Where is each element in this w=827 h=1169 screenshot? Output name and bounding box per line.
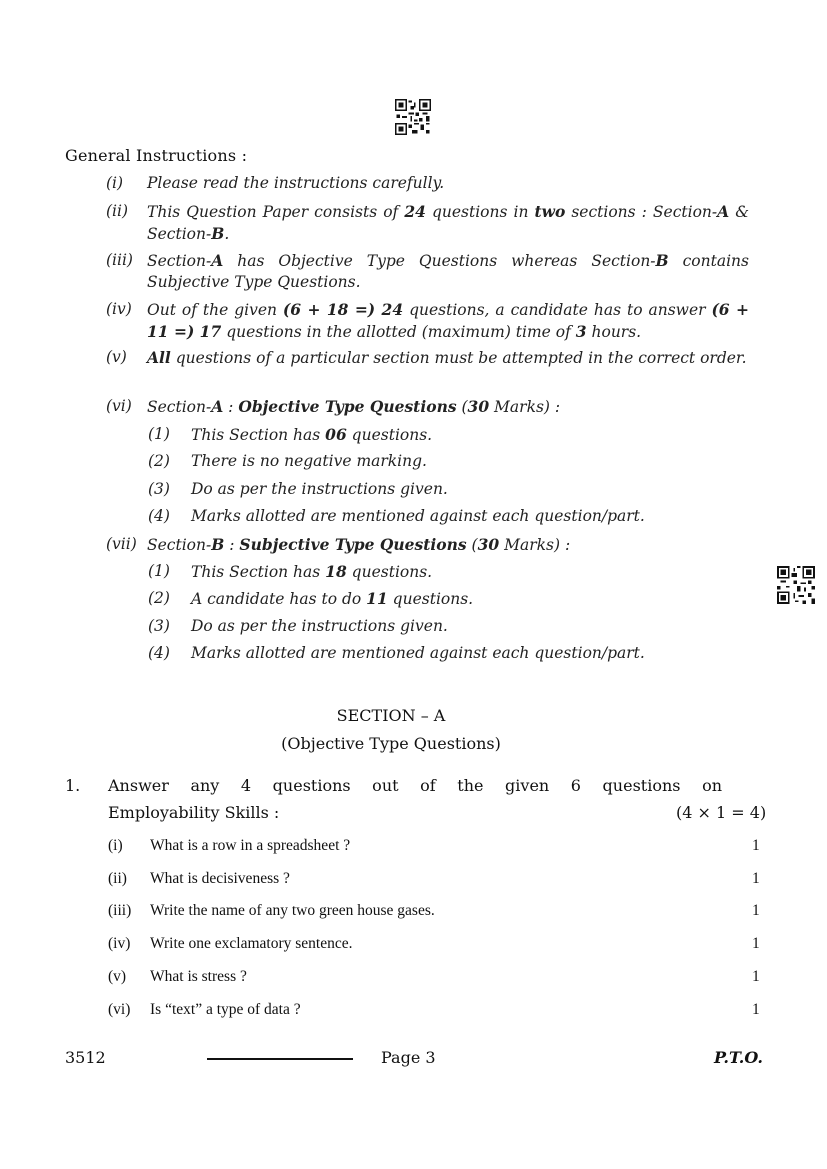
sub-instruction-item <box>0 616 827 637</box>
general-instructions-heading: General Instructions : <box>65 146 248 165</box>
instruction-number: (ii) <box>106 202 129 220</box>
instruction-text: Please read the instructions carefully. <box>147 174 445 192</box>
section-title: SECTION – A <box>336 706 446 725</box>
part-text: What is decisiveness ? <box>150 870 290 887</box>
part-number: (v) <box>108 968 127 985</box>
part-text: What is a row in a spreadsheet ? <box>150 837 351 854</box>
sub-instruction-text: This Section has 18 questions. <box>191 562 433 581</box>
instruction-item <box>0 299 827 341</box>
instruction-number: (iv) <box>106 300 132 318</box>
sub-instruction-item <box>0 479 827 500</box>
part-text: What is stress ? <box>150 968 247 985</box>
sub-instruction-number: (4) <box>148 644 170 662</box>
sub-instruction-number: (1) <box>148 562 170 580</box>
part-text: Write the name of any two green house gases. <box>150 902 435 919</box>
sub-instruction-number: (3) <box>148 617 170 635</box>
sub-instruction-number: (4) <box>148 507 170 525</box>
sub-instruction-text: Do as per the instructions given. <box>191 617 448 635</box>
section-subtitle: (Objective Type Questions) <box>281 734 501 753</box>
sub-instruction-item <box>0 506 827 527</box>
part-text: Write one exclamatory sentence. <box>150 935 353 952</box>
question-number: 1. <box>65 776 81 795</box>
instruction-number: (vi) <box>106 397 132 415</box>
instruction-number: (i) <box>106 174 124 192</box>
instruction-item <box>0 201 827 243</box>
sub-instruction-item <box>0 451 827 472</box>
instruction-item <box>0 347 827 389</box>
question-marks: (4 × 1 = 4) <box>676 803 767 822</box>
page-number: Page 3 <box>381 1048 436 1067</box>
part-number: (ii) <box>108 870 127 887</box>
instruction-item <box>0 396 827 417</box>
part-number: (i) <box>108 837 123 854</box>
sub-instruction-number: (3) <box>148 480 170 498</box>
part-number: (iii) <box>108 902 132 919</box>
question-text-line-2: Employability Skills : <box>108 803 280 822</box>
part-text: Is “text” a type of data ? <box>150 1001 301 1018</box>
instruction-text: Section-B : Subjective Type Questions (30 Marks) : <box>147 535 571 554</box>
sub-instruction-text: Marks allotted are mentioned against each question/part. <box>191 507 645 525</box>
sub-instruction-text: This Section has 06 questions. <box>191 425 433 444</box>
sub-instruction-item <box>0 588 827 609</box>
sub-instruction-text: A candidate has to do 11 questions. <box>191 589 474 608</box>
footer-divider <box>207 1058 353 1060</box>
instruction-item <box>0 250 827 292</box>
part-marks: 1 <box>752 1001 760 1018</box>
sub-instruction-number: (1) <box>148 425 170 443</box>
part-marks: 1 <box>752 870 760 887</box>
question-text-line-1: Answer any 4 questions out of the given 6 questions on <box>108 776 722 795</box>
qr-code-top <box>395 99 431 135</box>
instruction-item <box>0 534 827 555</box>
instruction-item <box>0 173 827 194</box>
instruction-number: (iii) <box>106 251 133 269</box>
part-marks: 1 <box>752 837 760 854</box>
part-marks: 1 <box>752 902 760 919</box>
part-number: (vi) <box>108 1001 131 1018</box>
part-marks: 1 <box>752 968 760 985</box>
sub-instruction-item <box>0 561 827 582</box>
sub-instruction-item <box>0 424 827 445</box>
instruction-text: Section-A : Objective Type Questions (30 Marks) : <box>147 397 561 416</box>
instruction-number: (vii) <box>106 535 137 553</box>
instruction-text: Section-A has Objective Type Questions whereas Section-B contains Subjective Type Questions. <box>147 251 749 291</box>
sub-instruction-text: Marks allotted are mentioned against each question/part. <box>191 644 645 662</box>
sub-instruction-number: (2) <box>148 452 170 470</box>
sub-instruction-text: There is no negative marking. <box>191 452 427 470</box>
instruction-text: This Question Paper consists of 24 questions in two sections : Section-A & Section-B. <box>147 202 749 243</box>
paper-code: 3512 <box>65 1048 106 1067</box>
sub-instruction-text: Do as per the instructions given. <box>191 480 448 498</box>
instruction-text: All questions of a particular section must be attempted in the correct order. <box>147 348 747 367</box>
sub-instruction-number: (2) <box>148 589 170 607</box>
sub-instruction-item <box>0 643 827 664</box>
part-number: (iv) <box>108 935 131 952</box>
instruction-number: (v) <box>106 348 127 366</box>
part-marks: 1 <box>752 935 760 952</box>
please-turn-over: P.T.O. <box>714 1048 763 1067</box>
instruction-text: Out of the given (6 + 18 =) 24 questions, a candidate has to answer (6 + 11 =) 17 questions in the allotted (maximum) time of 3 hours. <box>147 300 749 341</box>
